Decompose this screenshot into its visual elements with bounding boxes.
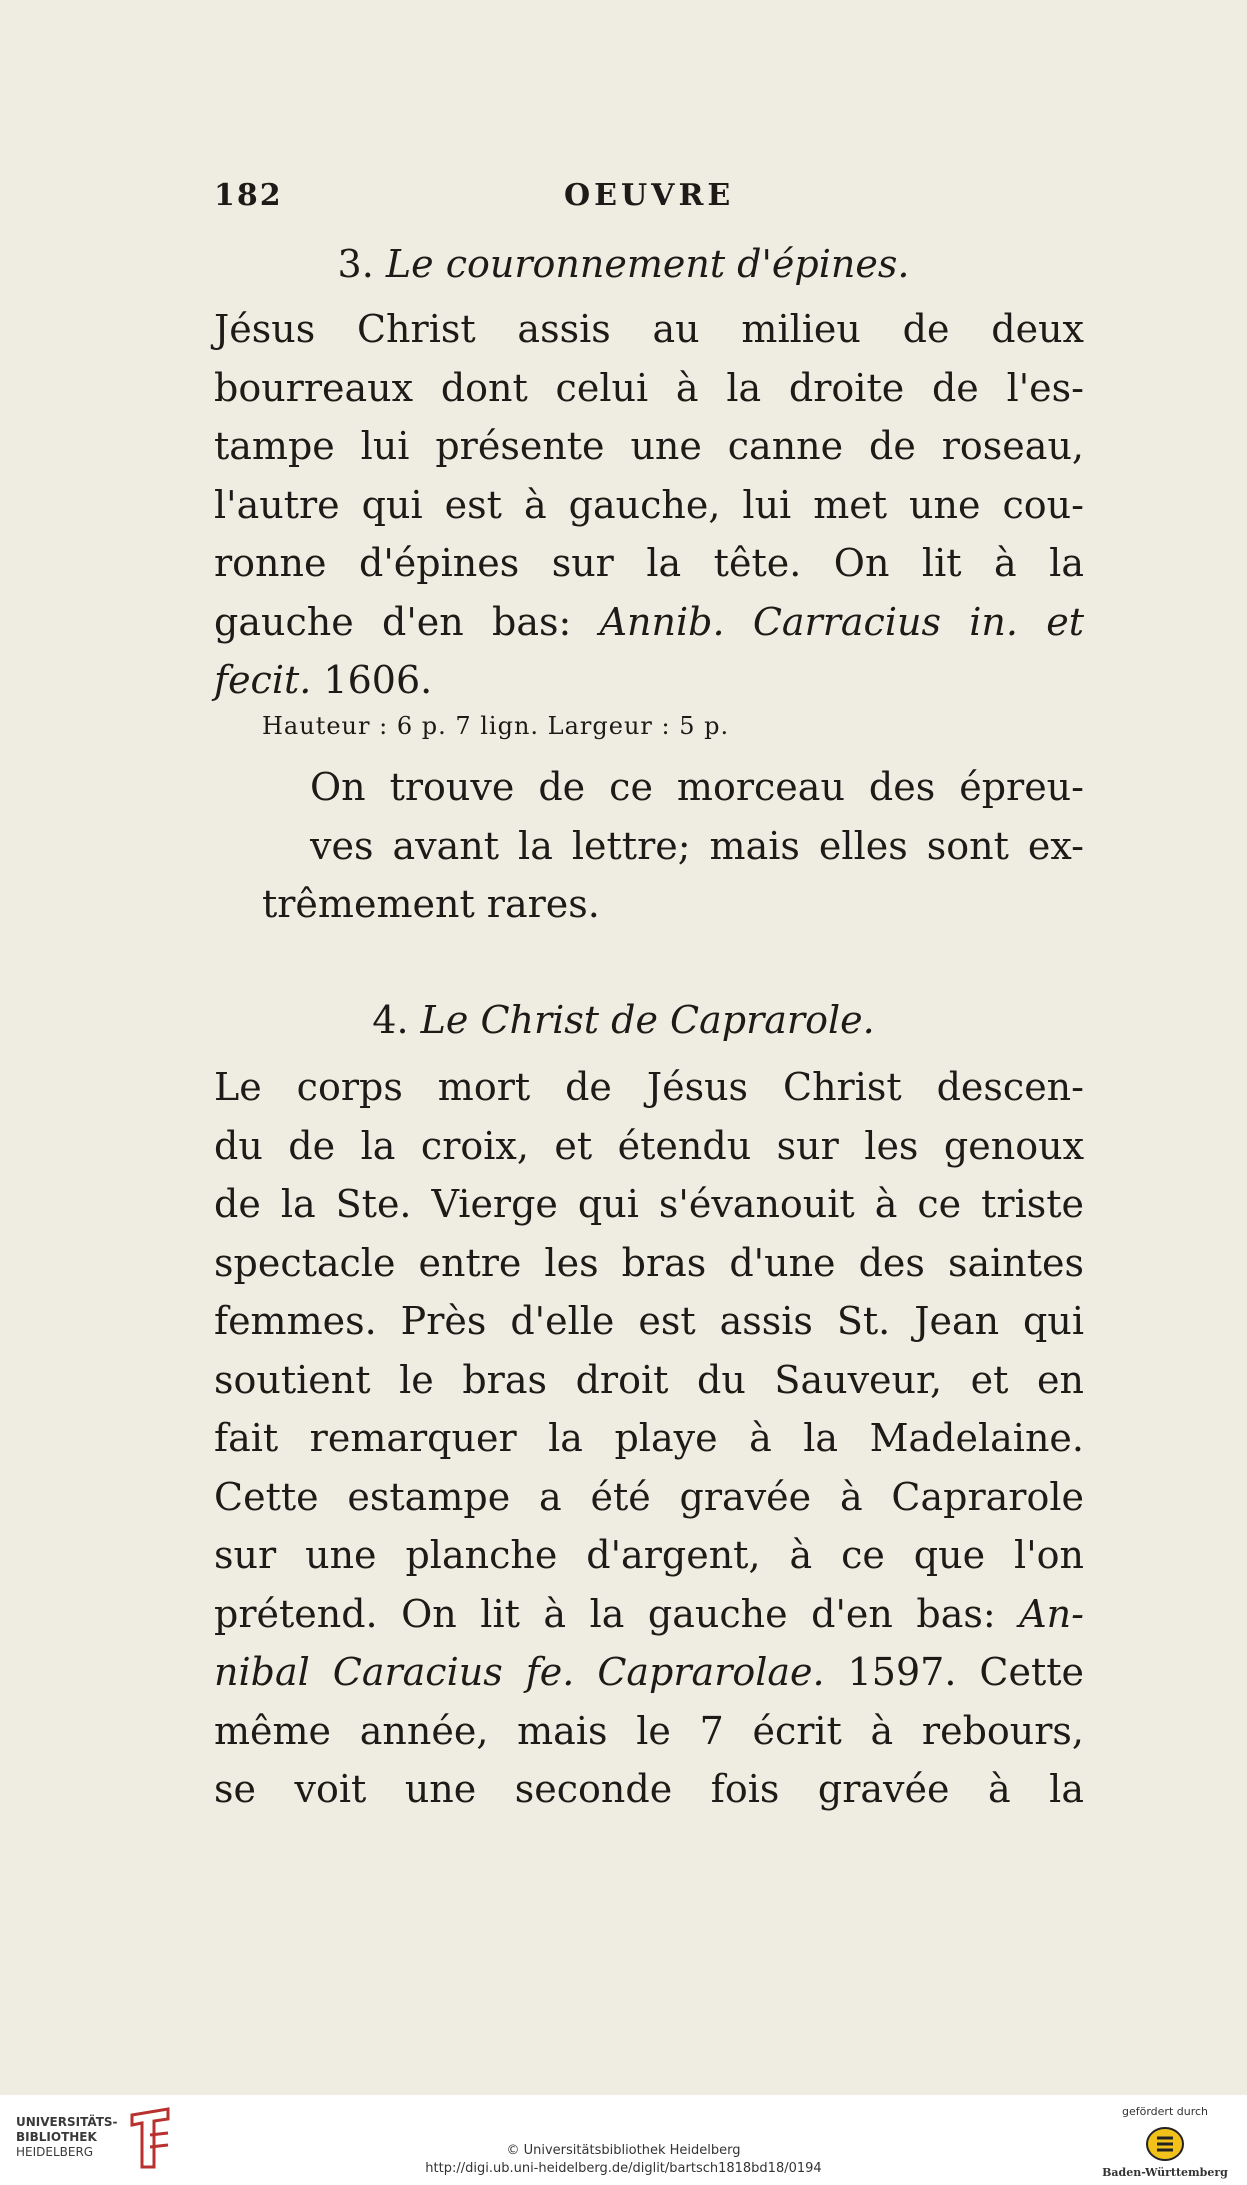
- text-line: soutient le bras droit du Sauveur, et en: [214, 1357, 1084, 1402]
- text-line: tampe lui présente une canne de roseau,: [214, 424, 1084, 468]
- inscription-text: fecit.: [214, 658, 312, 702]
- sponsor-block: [1090, 2105, 1240, 2181]
- text-line: du de la croix, et étendu sur les genoux: [214, 1123, 1084, 1168]
- section-3-note-end: [262, 875, 1084, 934]
- section-3-note: [310, 758, 1084, 875]
- page-number: 182: [214, 178, 283, 213]
- text-line: ves avant la lettre; mais elles sont ex-: [310, 823, 1084, 868]
- text-line: se voit une seconde fois gravée à la: [214, 1767, 1084, 1811]
- text-line: [214, 593, 1084, 652]
- text-line: [214, 1585, 1084, 1644]
- text-line: Jésus Christ assis au milieu de deux: [214, 307, 1084, 351]
- text-line: femmes. Près d'elle est assis St. Jean qui: [214, 1299, 1084, 1343]
- sponsor-name: Baden-Württemberg: [1102, 2166, 1228, 2179]
- text-line: ronne d'épines sur la tête. On lit à la: [214, 541, 1084, 585]
- text-line: Cette estampe a été gravée à Caprarole: [214, 1474, 1084, 1519]
- running-head-title: OEUVRE: [564, 178, 735, 213]
- inscription-text: Annib. Carracius in. et: [599, 599, 1085, 644]
- text-segment: prétend. On lit à la gauche d'en bas:: [214, 1591, 1020, 1636]
- library-name-line: HEIDELBERG: [16, 2145, 94, 2159]
- text-segment: 1597. Cette: [824, 1650, 1084, 1694]
- section-3-heading: [0, 242, 1247, 286]
- text-segment: 1606.: [311, 658, 433, 702]
- text-line: Le corps mort de Jésus Christ descen-: [214, 1065, 1084, 1109]
- digitization-footer: [0, 2095, 1247, 2185]
- running-header: [214, 178, 1094, 222]
- state-crest-icon: [1145, 2124, 1185, 2164]
- text-line: bourreaux dont celui à la droite de l'es-: [214, 365, 1084, 410]
- text-line: spectacle entre les bras d'une des saintes: [214, 1240, 1084, 1285]
- text-line: [214, 1643, 1084, 1702]
- library-name-line: BIBLIOTHEK: [16, 2130, 97, 2144]
- text-line: l'autre qui est à gauche, lui met une cou-: [214, 482, 1084, 527]
- section-4-title: Le Christ de Caprarole.: [420, 998, 875, 1042]
- text-line: trêmement rares.: [262, 882, 600, 926]
- section-3-number: 3.: [337, 242, 374, 286]
- copyright-notice: © Universitätsbibliothek Heidelberg: [506, 2143, 741, 2158]
- section-4-number: 4.: [372, 998, 409, 1042]
- sponsor-label: gefördert durch: [1121, 2105, 1209, 2118]
- text-segment: gauche d'en bas:: [214, 599, 600, 644]
- print-dimensions: Hauteur : 6 p. 7 lign. Largeur : 5 p.: [262, 712, 730, 740]
- section-4-heading: [0, 998, 1247, 1042]
- text-line: [214, 651, 1084, 710]
- text-line: de la Ste. Vierge qui s'évanouit à ce triste: [214, 1182, 1084, 1226]
- inscription-text: An-: [1019, 1591, 1084, 1636]
- library-name-line: UNIVERSITÄTS-: [16, 2115, 118, 2129]
- section-4-description: [214, 1058, 1084, 1819]
- section-3-description: [214, 300, 1084, 710]
- inscription-text: nibal Caracius fe. Caprarolae.: [214, 1650, 825, 1694]
- section-3-title: Le couronnement d'épines.: [385, 242, 910, 286]
- text-line: On trouve de ce morceau des épreu-: [310, 765, 1084, 809]
- text-line: sur une planche d'argent, à ce que l'on: [214, 1533, 1084, 1577]
- text-line: même année, mais le 7 écrit à rebours,: [214, 1708, 1084, 1753]
- permalink-url[interactable]: http://digi.ub.uni-heidelberg.de/diglit/bartsch1818bd18/0194: [425, 2161, 822, 2176]
- text-line: fait remarquer la playe à la Madelaine.: [214, 1416, 1084, 1460]
